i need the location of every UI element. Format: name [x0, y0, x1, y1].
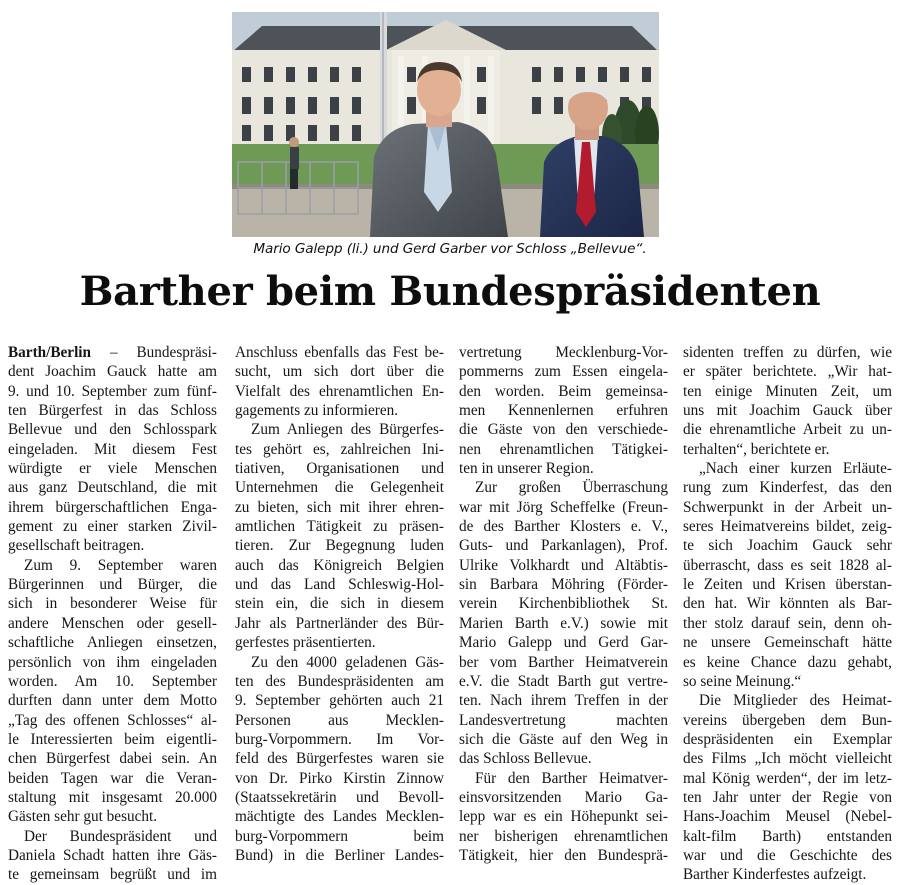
article-column-2 [235, 343, 444, 865]
text-line: Personen aus Mecklen- [235, 711, 444, 729]
text-line: terhalten“, berichtete er. [683, 440, 830, 458]
text-line: dent Joachim Gauck hatte am [8, 363, 217, 381]
text-line: le Interessierten beim eigentli- [8, 730, 217, 748]
text-line: war mit Jörg Scheffelke (Freun- [459, 498, 668, 516]
text-line: ber vom Barther Heimatverein [459, 653, 668, 671]
photo-caption: Mario Galepp (li.) und Gerd Garber vor Schloss „Bellevue“. [253, 241, 647, 257]
text-line: „Nach einer kurzen Erläute- [699, 460, 892, 478]
text-line: Marien Barth e.V.) sowie mit [459, 614, 668, 632]
text-line: kalt-film Barth) entstanden [683, 827, 892, 845]
text-line: Bellevue und den Schlosspark [8, 421, 217, 439]
text-line: tes gehört es, zahlreichen Ini- [235, 440, 444, 458]
article-column-1 [8, 343, 217, 885]
text-line: die ehrenamtliche Arbeit zu un- [683, 421, 892, 439]
text-line: Zu den 4000 geladenen Gäs- [251, 653, 444, 671]
text-line: de des Barther Klosters e. V., [459, 518, 668, 536]
text-line: war und die Geschichte des [683, 846, 892, 864]
article-column-3 [459, 343, 668, 865]
text-line: 9. und 10. September zum fünf- [8, 382, 217, 400]
text-line: Für den Barther Heimatver- [475, 769, 668, 787]
text-line: burg-Vorpommern beim [235, 827, 444, 845]
text-line: ther stolz darauf sein, denn oh- [683, 614, 892, 632]
text-line: sin Barbara Möhring (Förder- [459, 576, 668, 594]
text-line: ner bisherigen ehrenamtlichen [459, 827, 668, 845]
text-line: e.V. die Stadt Barth gut vertre- [459, 672, 668, 690]
dateline: Barth/Berlin [8, 344, 92, 361]
text-line: gement zu einer starken Zivil- [8, 518, 217, 536]
text-line: würdigte er viele Menschen [8, 460, 217, 478]
text-line: Zum Anliegen des Bürgerfes- [251, 421, 444, 439]
text-line: sich in besonderer Weise für [8, 595, 217, 613]
text-line: Bürgerinnen und Bürger, die [8, 576, 217, 594]
text-line: verein Kirchenbibliothek St. [459, 595, 668, 613]
text-line: ne unsere Gemeinschaft hätte [683, 634, 892, 652]
text-line: 9. September gehörten auch 21 [235, 692, 444, 710]
text-line: stein ein, die sich in diesem [235, 595, 444, 613]
text-line: überrascht, dass es seit 1828 al- [683, 556, 892, 574]
text-line: rung zum Kinderfest, das den [683, 479, 892, 497]
text-line: lepp war es ein Höhepunkt sei- [459, 808, 668, 826]
article-photo [232, 12, 659, 237]
text-line: worden. Am 10. September [8, 672, 217, 690]
article-column-4 [683, 343, 892, 885]
text-line: amtlichen Tätigkeit zu präsen- [235, 518, 444, 536]
text-line: feld des Bürgerfestes waren sie [235, 750, 444, 768]
text-line: ten Bürgerfest in das Schloss [8, 402, 217, 420]
text-line: Mario Galepp und Gerd Gar- [459, 634, 668, 652]
text-line: andere Menschen oder gesell- [8, 614, 217, 632]
text-line: Zum 9. September waren [24, 556, 217, 574]
text-line: sucht, um sich dort über die [235, 363, 444, 381]
text-line: Tätigkeit, hier den Bundesprä- [459, 846, 668, 864]
text-line: einsvorsitzenden Mario Ga- [459, 788, 668, 806]
text-line: Jahr als Partnerländer des Bür- [235, 614, 444, 632]
text-line: gagements zu informieren. [235, 402, 399, 420]
text-line: Guts- und Parkanlagen), Prof. [459, 537, 668, 555]
text-line: (Staatssekretärin und Bevoll- [235, 788, 444, 806]
text-line: ihrem bürgerschaftlichen Enga- [8, 498, 217, 516]
text-line: seres Heimatvereins bildet, zeig- [683, 518, 892, 536]
text-line: Ulrike Volkhardt und Altäbtis- [459, 556, 668, 574]
text-line: das Schloss Bellevue. [459, 750, 592, 768]
text-line: „Tag des offenen Schlosses“ al- [8, 711, 217, 729]
text-line: eingeladen. Mit diesem Fest [8, 440, 217, 458]
text-line: schaftliche Anliegen einsetzen, [8, 634, 217, 652]
text-line: persönlich von ihm eingeladen [8, 653, 217, 671]
text-line: Hans-Joachim Meusel (Nebel- [683, 808, 892, 826]
text-line: despräsidenten ein Exemplar [683, 730, 892, 748]
text-line: aus ganz Deutschland, die mit [8, 479, 217, 497]
text-line: mächtigte des Landes Mecklen- [235, 808, 444, 826]
text-line: men Kennenlernen erfuhren [459, 402, 668, 420]
text-line: Vielfalt des ehrenamtlichen En- [235, 382, 444, 400]
text-line: auch das Königreich Belgien [235, 556, 444, 574]
text-line: nen ehrenamtlichen Tätigkei- [459, 440, 668, 458]
text-line: Die Mitglieder des Heimat- [699, 692, 892, 710]
text-line: des Films „Ich möcht vielleicht [683, 750, 892, 768]
text-line: Zur großen Überraschung [475, 479, 668, 497]
text-line: uns mit Joachim Gauck über [683, 402, 892, 420]
text-line: Barther Kinderfestes aufzeigt. [683, 866, 867, 884]
text-line: so seine Meinung.“ [683, 672, 802, 690]
text-line: ten des Bundespräsidenten am [235, 672, 444, 690]
text-line: ten in unserer Region. [459, 460, 594, 478]
text-line: vertretung Mecklenburg-Vor- [459, 344, 668, 361]
text-line: vereins übergeben dem Bun- [683, 711, 892, 729]
text-line: er später berichtete. „Wir hat- [683, 363, 892, 381]
text-line: Unternehmen die Gelegenheit [235, 479, 444, 497]
text-line: Anschluss ebenfalls das Fest be- [235, 344, 444, 361]
text-line: te gemeinsam begrüßt und im [8, 866, 217, 884]
text-line: beiden Tagen war die Veran- [8, 769, 217, 787]
headline: Barther beim Bundespräsidenten [79, 268, 821, 315]
text-line: ten Jahr unter der Regie von [683, 788, 892, 806]
text-line: den worden. Beim gemeinsa- [459, 382, 668, 400]
text-line: burg-Vorpommern. Im Vor- [235, 730, 444, 748]
text-line: Landesvertretung machten [459, 711, 668, 729]
text-line: tieren. Zur Begegnung luden [235, 537, 444, 555]
text-line: und das Land Schleswig-Hol- [235, 576, 444, 594]
text-line: staltung mit insgesamt 20.000 [8, 788, 217, 806]
text-line: sich die Gäste auf den Weg in [459, 730, 668, 748]
text-line: chen Bürgerfest dabei sein. An [8, 750, 217, 768]
text-line: ten. Nach ihrem Treffen in der [459, 692, 668, 710]
text-line: durften dann unter dem Motto [8, 692, 217, 710]
text-line: es keine Chance dazu gehabt, [683, 653, 892, 671]
text-line: Bund) in die Berliner Landes- [235, 846, 444, 864]
text-line: zu bieten, sich mit ihrer ehren- [235, 498, 444, 516]
text-line: Schwerpunkt in der Arbeit un- [683, 498, 892, 516]
text-line: Daniela Schadt hatten ihre Gäs- [8, 846, 217, 864]
text-line: le Zeiten und Krisen überstan- [683, 576, 892, 594]
text-line: Der Bundespräsident und [24, 827, 217, 845]
text-line: Gästen sehr gut besucht. [8, 808, 158, 826]
text-line: von Dr. Pirko Kirstin Zinnow [235, 769, 444, 787]
text-line: den hat. Wir könnten als Bar- [683, 595, 892, 613]
text-line: gerfestes präsentierten. [235, 634, 376, 652]
text-line-content: – Bundespräsi- [91, 344, 217, 361]
text-line: mal König werden“, der im letz- [683, 769, 892, 787]
text-line: die Gäste von den verschiede- [459, 421, 668, 439]
text-line: sidenten treffen zu dürfen, wie [683, 344, 892, 361]
text-line: tiativen, Organisationen und [235, 460, 444, 478]
text-line: pommerns zum Essen eingela- [459, 363, 668, 381]
text-line: te sich Joachim Gauck sehr [683, 537, 892, 555]
text-line: ten einige Minuten Zeit, um [683, 382, 892, 400]
text-line [8, 343, 217, 362]
text-line: gesellschaft beitragen. [8, 537, 145, 555]
